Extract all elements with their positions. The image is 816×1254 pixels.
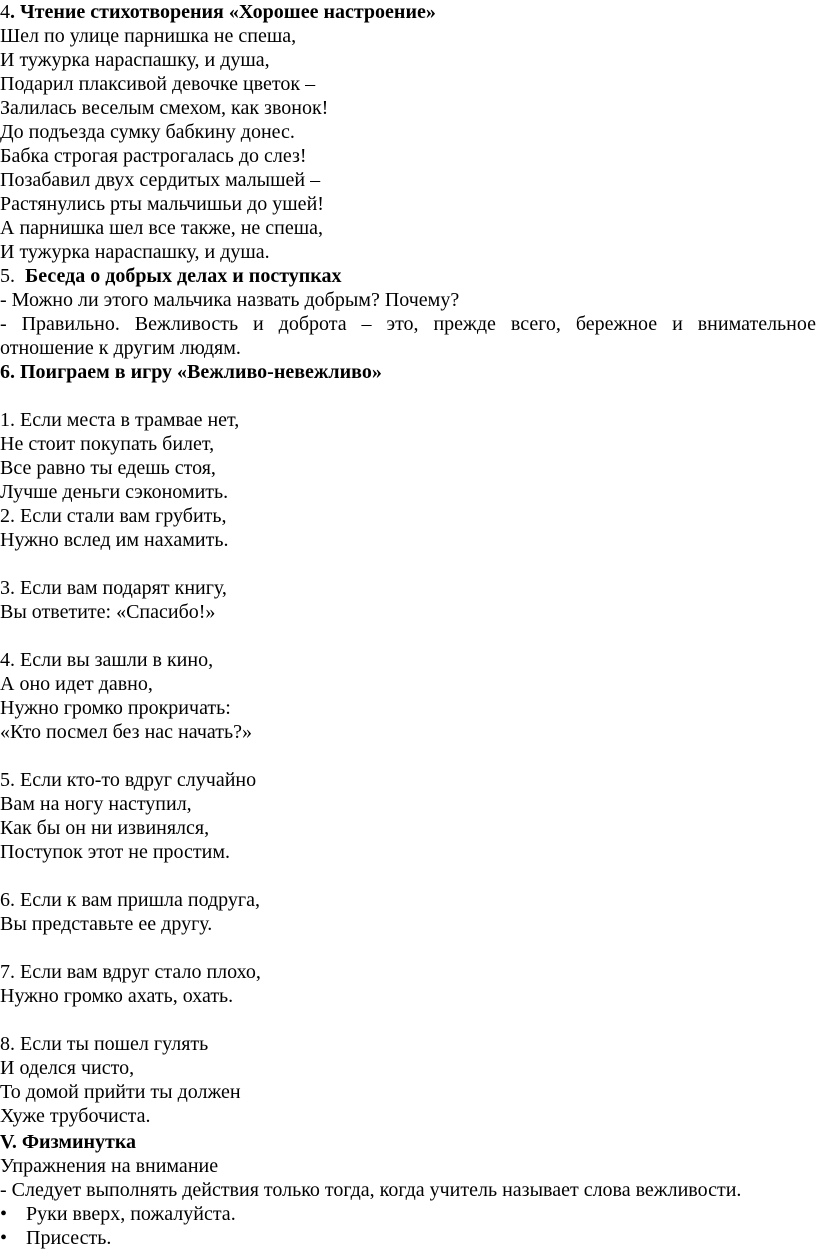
bullet-item — [0, 1226, 111, 1250]
section-v-instruction: - Следует выполнять действия только тогда, когда учитель называет слова вежливости. — [0, 1179, 742, 1201]
poem-line: И тужурка нараспашку, и душа. — [0, 241, 270, 263]
game-verse-line: 2. Если стали вам грубить, — [0, 505, 227, 527]
game-verse-line: Вы ответите: «Спасибо!» — [0, 601, 216, 623]
poem-line: Подарил плаксивой девочке цветок – — [0, 73, 316, 95]
poem-line: Бабка строгая растрогалась до слез! — [0, 145, 307, 167]
poem-line: Шел по улице парнишка не спеша, — [0, 25, 297, 47]
game-verse-line: Вам на ногу наступил, — [0, 793, 192, 815]
game-verse-line: Поступок этот не простим. — [0, 841, 231, 863]
section-4-title: . Чтение стихотворения «Хорошее настроение» — [10, 1, 436, 23]
game-verse-line: Все равно ты едешь стоя, — [0, 457, 216, 479]
game-verse-line: Нужно вслед им нахамить. — [0, 529, 229, 551]
poem-line: А парнишка шел все также, не спеша, — [0, 217, 324, 239]
section-6-title: 6. Поиграем в игру «Вежливо-невежливо» — [0, 361, 382, 383]
poem-line: До подъезда сумку бабкину донес. — [0, 121, 295, 143]
game-verse-line: 4. Если вы зашли в кино, — [0, 649, 214, 671]
game-verse-line: 8. Если ты пошел гулять — [0, 1033, 209, 1055]
bullet-icon: • — [0, 1203, 8, 1225]
bullet-item — [0, 1202, 236, 1226]
game-verse-line: 5. Если кто-то вдруг случайно — [0, 769, 257, 791]
section-5-number: 5. — [0, 265, 15, 287]
game-verse-line: 6. Если к вам пришла подруга, — [0, 889, 260, 911]
game-verse-line: Не стоит покупать билет, — [0, 433, 215, 455]
section-4-number: 4 — [0, 1, 10, 23]
game-verse-line: Хуже трубочиста. — [0, 1105, 151, 1127]
bullet-item-text: Присесть. — [26, 1227, 112, 1249]
game-verse-line: Лучше деньги сэкономить. — [0, 481, 229, 503]
section-v-subtitle: Упражнения на внимание — [0, 1155, 219, 1177]
section-4-heading — [0, 0, 436, 24]
poem-line: Позабавил двух сердитых малышей – — [0, 169, 321, 191]
poem-line: И тужурка нараспашку, и душа, — [0, 49, 270, 71]
game-verse-line: 7. Если вам вдруг стало плохо, — [0, 961, 261, 983]
bullet-icon: • — [0, 1227, 8, 1249]
section-v-title: V. Физминутка — [0, 1131, 137, 1153]
game-verse-line: Как бы он ни извинялся, — [0, 817, 210, 839]
bullet-item-text: Руки вверх, пожалуйста. — [26, 1203, 236, 1225]
section-5-heading — [0, 264, 342, 288]
game-verse-line: И оделся чисто, — [0, 1057, 135, 1079]
game-verse-line: То домой прийти ты должен — [0, 1081, 241, 1103]
poem-line: Залилась веселым смехом, как звонок! — [0, 97, 329, 119]
game-verse-line: Вы представьте ее другу. — [0, 913, 213, 935]
game-verse-line: 3. Если вам подарят книгу, — [0, 577, 227, 599]
game-verse-line: «Кто посмел без нас начать?» — [0, 721, 252, 743]
game-verse-line: А оно идет давно, — [0, 673, 153, 695]
section-5-answer-line-2: отношение к другим людям. — [0, 337, 241, 359]
game-verse-line: 1. Если места в трамвае нет, — [0, 409, 240, 431]
game-verse-line: Нужно громко ахать, охать. — [0, 985, 234, 1007]
section-5-title: Беседа о добрых делах и поступках — [25, 265, 342, 287]
section-5-question: - Можно ли этого мальчика назвать добрым? Почему? — [0, 289, 460, 311]
poem-line: Растянулись рты мальчишьи до ушей! — [0, 193, 324, 215]
game-verse-line: Нужно громко прокричать: — [0, 697, 231, 719]
section-5-answer-line-1: - Правильно. Вежливость и доброта – это, прежде всего, бережное и внимательное — [0, 313, 816, 335]
